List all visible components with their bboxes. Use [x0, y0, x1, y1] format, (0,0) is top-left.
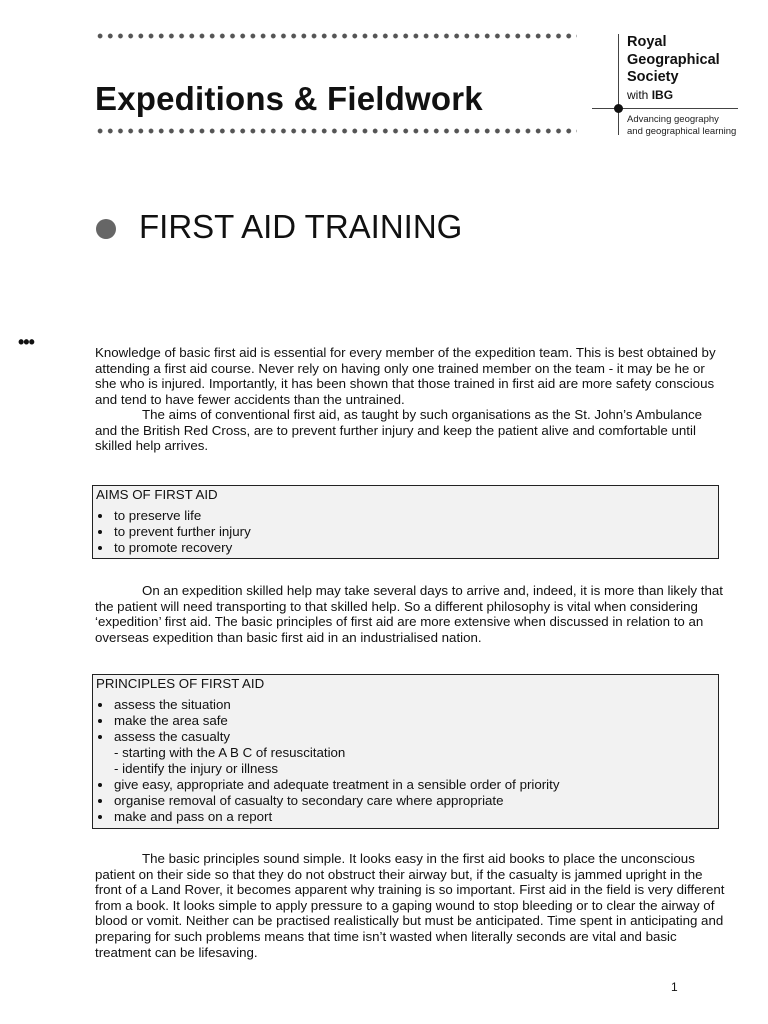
- principles-subitem: - identify the injury or illness: [114, 761, 279, 776]
- intro-paragraph-2-text: The aims of conventional first aid, as taught by such organisations as the St. John’s Ambulance and the British Red Cross, are to prevent further injury and keep the patient alive and comfortable until skilled help arrives.: [95, 407, 703, 454]
- principles-list-item: [96, 729, 718, 777]
- principles-box: [92, 674, 719, 829]
- heading-bullet-icon: [96, 219, 116, 239]
- section-heading: FIRST AID TRAINING: [139, 208, 463, 245]
- logo-ibg-abbr: IBG: [651, 88, 674, 102]
- side-ellipsis-marker: •••: [18, 332, 34, 352]
- expedition-paragraph: [95, 583, 725, 645]
- principles-list-item: make the area safe: [96, 713, 718, 729]
- logo-name-line3: Society: [627, 69, 679, 85]
- logo-vertical-line: [618, 34, 619, 135]
- logo-with-label: with: [627, 88, 649, 102]
- aims-list: [96, 508, 718, 556]
- aims-box-title: AIMS OF FIRST AID: [96, 487, 218, 502]
- principles-list-item-text: assess the casualty: [114, 729, 231, 744]
- page-number: 1: [671, 980, 678, 994]
- principles-list-item: give easy, appropriate and adequate treatment in a sensible order of priority: [96, 777, 718, 793]
- header-dotted-rule-bottom: [95, 128, 577, 134]
- logo-dot-icon: [614, 104, 623, 113]
- header-dotted-rule-top: [95, 33, 577, 39]
- principles-subitem: - starting with the A B C of resuscitation: [114, 745, 346, 760]
- principles-list-item: make and pass on a report: [96, 809, 718, 825]
- expedition-paragraph-text: On an expedition skilled help may take several days to arrive and, indeed, it is more than likely that the patient will need transporting to that skilled help. So a different philosophy is vital when considering ‘expedition’ first aid. The basic principles of first aid are more extensive when discussed in relation to an overseas expedition than basic first aid in an industrialised nation.: [95, 583, 723, 645]
- principles-list-item: organise removal of casualty to secondary care where appropriate: [96, 793, 718, 809]
- logo-with-ibg: [627, 88, 673, 102]
- aims-list-item: to preserve life: [96, 508, 718, 524]
- logo-tagline-line1: Advancing geography: [627, 114, 719, 125]
- principles-box-title: PRINCIPLES OF FIRST AID: [96, 676, 265, 691]
- principles-list: [96, 697, 718, 825]
- aims-box: [92, 485, 719, 559]
- logo-tagline: [627, 114, 736, 138]
- logo-tagline-line2: and geographical learning: [627, 126, 737, 137]
- logo-name-line1: Royal: [627, 34, 667, 50]
- intro-paragraph-1: Knowledge of basic first aid is essential for every member of the expedition team. This is best obtained by attending a first aid course. Never rely on having only one trained member on the team - it may be he or she who is injured. Importantly, it has been shown that those trained in first aid are more safety conscious and tend to have fewer accidents than the untrained.: [95, 345, 716, 407]
- closing-paragraph-text: The basic principles sound simple. It looks easy in the first aid books to place the unconscious patient on their side so that they do not obstruct their airway but, if the casualty is jammed upright in the front of a Land Rover, it becomes apparent why training is so important. First aid in the field is very different from a book. It looks simple to apply pressure to a gaping wound to stop bleeding or to clear the airway of blood or vomit. Neither can be practised realistically but must be anticipated. Time spent in anticipating and preparing for such problems means that time isn’t wasted when literally seconds are vital and basic treatment can be lifesaving.: [95, 851, 725, 960]
- aims-list-item: to promote recovery: [96, 540, 718, 556]
- logo-name-line2: Geographical: [627, 51, 720, 68]
- intro-paragraph-2: [95, 407, 725, 454]
- document-title: Expeditions & Fieldwork: [95, 80, 483, 117]
- logo-name: [627, 34, 757, 87]
- closing-paragraph: [95, 851, 725, 960]
- aims-list-item: to prevent further injury: [96, 524, 718, 540]
- principles-list-item: assess the situation: [96, 697, 718, 713]
